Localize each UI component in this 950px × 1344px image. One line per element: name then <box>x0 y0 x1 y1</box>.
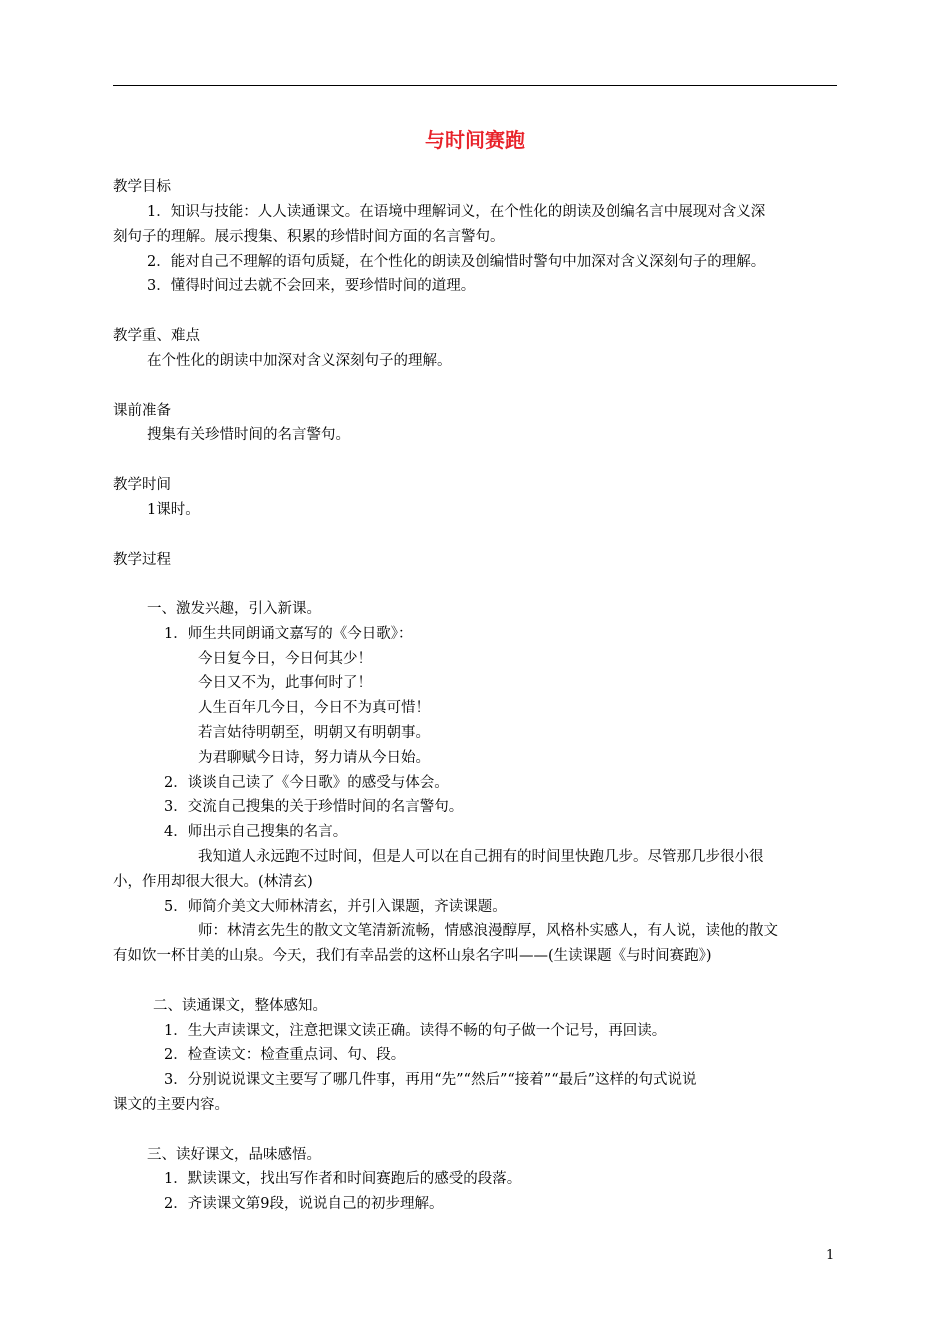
preparation-heading: 课前准备 <box>113 403 171 419</box>
preparation-text: 搜集有关珍惜时间的名言警句。 <box>147 427 350 443</box>
goals-item-1-cont: 刻句子的理解。展示搜集、积累的珍惜时间方面的名言警句。 <box>113 229 505 245</box>
key-points-text: 在个性化的朗读中加深对含义深刻句子的理解。 <box>147 353 452 369</box>
poem-line: 为君聊赋今日诗，努力请从今日始。 <box>198 750 430 766</box>
part2-step-1: 1．生大声读课文，注意把课文读正确。读得不畅的句子做一个记号，再回读。 <box>164 1023 667 1039</box>
part1-step-1: 1．师生共同朗诵文嘉写的《今日歌》： <box>164 626 413 642</box>
part2-step-3: 3．分别说说课文主要写了哪几件事，再用“先”“然后”“接着”“最后”这样的句式说说 <box>164 1072 697 1088</box>
time-heading: 教学时间 <box>113 477 171 493</box>
key-points-heading: 教学重、难点 <box>113 328 200 344</box>
poem-line: 今日又不为，此事何时了！ <box>198 675 372 691</box>
goals-item-3: 3．懂得时间过去就不会回来，要珍惜时间的道理。 <box>147 278 476 294</box>
part1-step-2: 2．谈谈自己读了《今日歌》的感受与体会。 <box>164 775 449 791</box>
part1-step-5: 5．师简介美文大师林清玄，并引入课题，齐读课题。 <box>164 899 507 915</box>
poem-line: 若言姑待明朝至，明朝又有明朝事。 <box>198 725 430 741</box>
header-rule <box>113 85 837 86</box>
part1-step-4: 4．师出示自己搜集的名言。 <box>164 824 348 840</box>
part3-heading: 三、读好课文，品味感悟。 <box>147 1147 321 1163</box>
part2-step-3-cont: 课文的主要内容。 <box>113 1097 229 1113</box>
part3-step-1: 1．默读课文，找出写作者和时间赛跑后的感受的段落。 <box>164 1171 522 1187</box>
poem-line: 人生百年几今日，今日不为真可惜！ <box>198 700 430 716</box>
teacher-intro-cont: 有如饮一杯甘美的山泉。今天，我们有幸品尝的这杯山泉名字叫——(生读课题《与时间赛跑》) <box>113 948 712 964</box>
part1-step-3: 3．交流自己搜集的关于珍惜时间的名言警句。 <box>164 799 464 815</box>
teacher-intro: 师：林清玄先生的散文文笔清新流畅，情感浪漫醇厚，风格朴实感人，有人说，读他的散文 <box>198 923 778 939</box>
part2-step-2: 2．检查读文：检查重点词、句、段。 <box>164 1047 406 1063</box>
part1-heading: 一、激发兴趣，引入新课。 <box>147 601 321 617</box>
page-number: 1 <box>826 1248 835 1263</box>
part3-step-2: 2．齐读课文第9段，说说自己的初步理解。 <box>164 1196 444 1212</box>
poem-line: 今日复今日，今日何其少！ <box>198 651 372 667</box>
goals-item-1: 1．知识与技能：人人读通课文。在语境中理解词义，在个性化的朗读及创编名言中展现对含义深 <box>147 204 766 220</box>
part2-heading: 二、读通课文，整体感知。 <box>153 998 327 1014</box>
process-heading: 教学过程 <box>113 552 171 568</box>
time-text: 1课时。 <box>147 502 200 518</box>
quote-text-cont: 小，作用却很大很大。(林清玄) <box>113 874 313 890</box>
goals-item-2: 2．能对自己不理解的语句质疑，在个性化的朗读及创编惜时警句中加深对含义深刻句子的理解。 <box>147 254 766 270</box>
goals-heading: 教学目标 <box>113 179 171 195</box>
document-title: 与时间赛跑 <box>425 128 525 152</box>
quote-text: 我知道人永远跑不过时间，但是人可以在自己拥有的时间里快跑几步。尽管那几步很小很 <box>198 849 764 865</box>
